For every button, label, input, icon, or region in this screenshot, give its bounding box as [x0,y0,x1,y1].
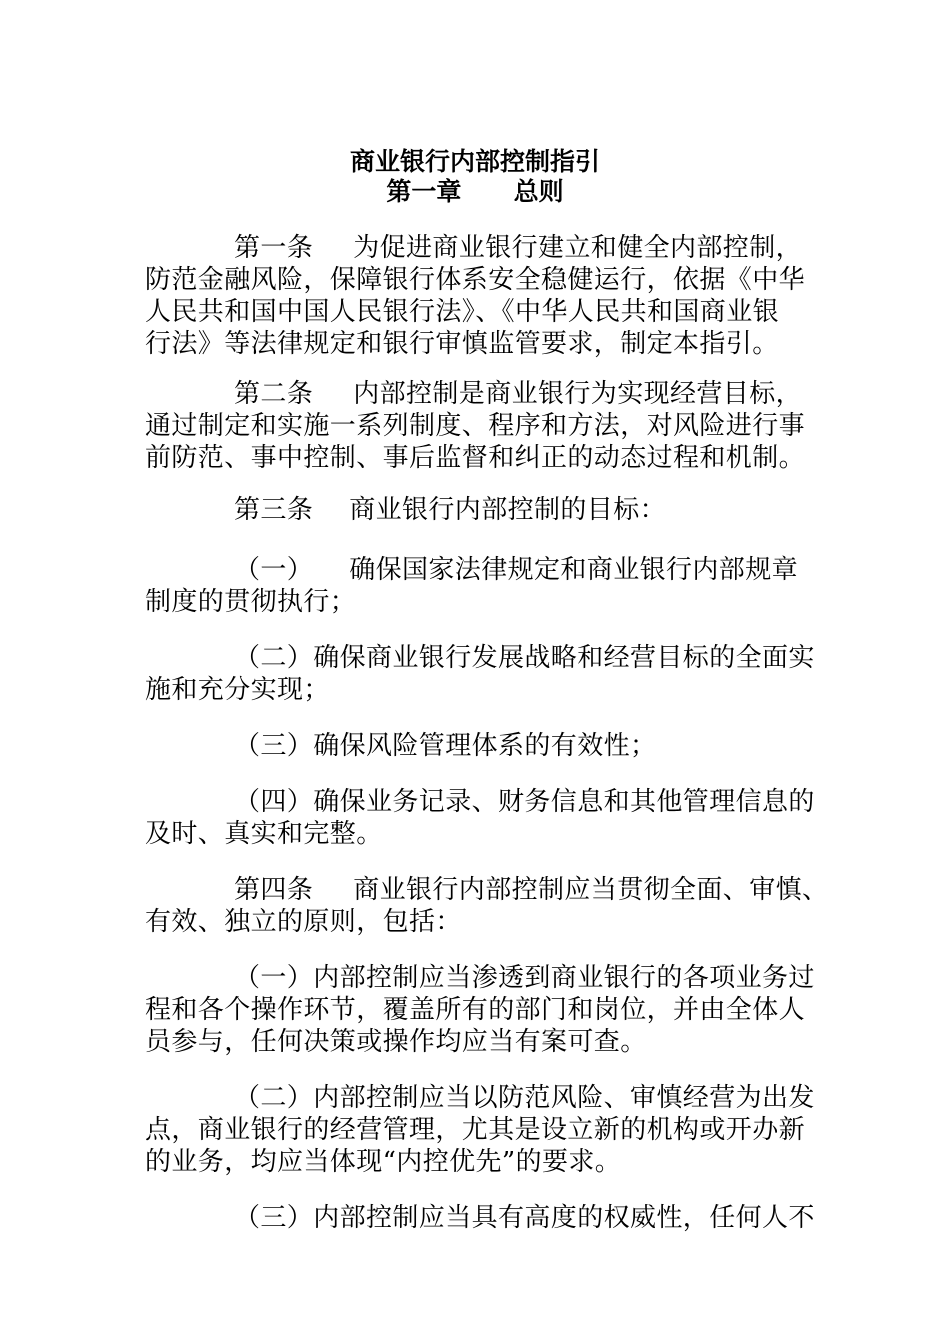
article-4-line: 有效、独立的原则，包括： [145,907,462,937]
article-3-item-1 [234,554,798,586]
article-3-item-4 [234,786,815,818]
article-4-label: 第四条 [234,875,314,905]
chapter-heading: 第一章 总则 [386,177,564,206]
article-3-item-4-line: 及时、真实和完整。 [145,819,383,849]
article-2-first-line [234,378,802,410]
article-4-item-2-line: 的业务，均应当体现“内控优先”的要求。 [145,1147,622,1177]
item-text: 确保风险管理体系的有效性； [313,731,657,761]
article-1-line: 防范金融风险，保障银行体系安全稳健运行，依据《中华 [145,265,806,295]
article-4-item-3 [234,1202,815,1234]
item-text: 内部控制应当具有高度的权威性，任何人不 [313,1203,815,1233]
article-1-text: 为促进商业银行建立和健全内部控制， [353,233,803,263]
article-3-label: 第三条 [234,495,314,525]
article-1-first-line [234,232,802,264]
article-3-item-1-line: 制度的贯彻执行； [145,587,357,617]
article-3-item-2 [234,642,815,674]
item-marker: （三） [234,731,314,761]
article-4-item-2 [234,1082,815,1114]
item-text: 确保商业银行发展战略和经营目标的全面实 [313,643,815,673]
item-text: 内部控制应当渗透到商业银行的各项业务过 [313,963,815,993]
article-2-label: 第二条 [234,379,314,409]
item-marker: （二） [234,643,314,673]
article-1-line: 行法》等法律规定和银行审慎监管要求，制定本指引。 [145,329,779,359]
article-4-item-1-line: 程和各个操作环节，覆盖所有的部门和岗位，并由全体人 [145,995,806,1025]
item-text: 内部控制应当以防范风险、审慎经营为出发 [313,1083,815,1113]
article-3-intro: 商业银行内部控制的目标： [349,495,667,525]
article-3-item-2-line: 施和充分实现； [145,675,330,705]
item-marker: （四） [234,787,314,817]
article-4-item-1 [234,962,815,994]
item-marker: （一） [234,555,314,585]
article-2-text: 内部控制是商业银行为实现经营目标， [353,379,803,409]
article-4-item-2-line: 点，商业银行的经营管理，尤其是设立新的机构或开办新 [145,1115,806,1145]
article-4-text: 商业银行内部控制应当贯彻全面、审慎、 [353,875,829,905]
document-title: 商业银行内部控制指引 [349,147,600,176]
article-3-item-3 [234,730,656,762]
article-1-label: 第一条 [234,233,314,263]
item-marker: （一） [234,963,314,993]
item-text: 确保国家法律规定和商业银行内部规章 [349,555,799,585]
item-text: 确保业务记录、财务信息和其他管理信息的 [313,787,815,817]
article-2-line: 通过制定和实施一系列制度、程序和方法，对风险进行事 [145,411,806,441]
article-4-item-1-line: 员参与，任何决策或操作均应当有案可查。 [145,1027,647,1057]
article-3-first-line [234,494,666,526]
article-4-first-line [234,874,828,906]
article-1-line: 人民共和国中国人民银行法》、《中华人民共和国商业银 [145,297,780,327]
article-2-line: 前防范、事中控制、事后监督和纠正的动态过程和机制。 [145,443,806,473]
item-marker: （三） [234,1203,314,1233]
item-marker: （二） [234,1083,314,1113]
